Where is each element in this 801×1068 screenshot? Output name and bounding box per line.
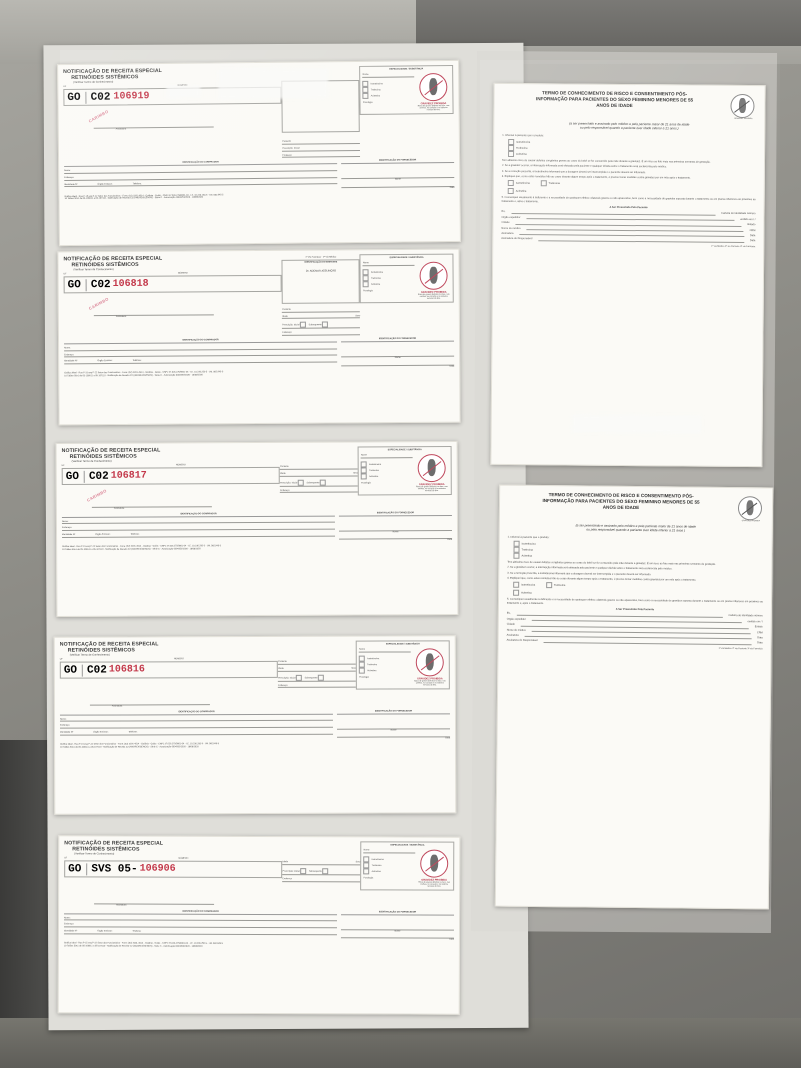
footer-line-2: 10 Talões 50x1 de 05-106611 a 05-107110 - Notificação de Receita C2 (ANOREXÍGENOS) - Série C - Autorização 0004353/2020 - 18/08/2020: [62, 548, 201, 551]
nome-label: Nome: [362, 73, 369, 76]
numero-label: NÚMERO: [177, 272, 188, 275]
form-subtitle: RETINÓIDES SISTÊMICOS: [71, 261, 139, 269]
idade-label: Idade: [280, 472, 286, 475]
pregnancy-hazard-icon: [730, 94, 754, 118]
field-label: Nome do médico: [506, 628, 526, 632]
consent-footer: 1ª via Médico 2ª via Paciente 3ª via Farmácia: [711, 245, 756, 248]
field-label: Data: [757, 636, 763, 640]
subsequente-label: Subsequente: [308, 870, 322, 873]
assinatura-label: Assinatura: [113, 507, 125, 510]
consent-italic-1: (a ser preenchido e assinado pelo médico e pela paciente maior de 21 anos de idade: [575, 523, 696, 529]
especialidade-title: ESPECIALIDADE / SUBSTÂNCIA: [387, 449, 422, 452]
field-label: Estado: [754, 625, 763, 629]
consent-paragraph: 5. Comuniquei usualmente à deficiente e a necessidade de quaisquer efeitos colaterais graves ou não aparecidos, bem como a necessidade de gravidez suposta durante o tratamento ou em prazos inferiores em próximos ao tratamento e, após o tratamento.: [501, 196, 756, 203]
checkbox-acitretina[interactable]: [361, 473, 367, 479]
footer-line-1: Gráfica Ideal - Rua P-15 esq P-22 Setor dos Funcionários - Fone: (62) 3291-4514 - Goiânia - Goiás - CNPJ 37.026.275/0001-04 - I.E. 10.236.250-5 - I.M. 082.945-5: [63, 942, 223, 945]
substance-label: Acitretina: [369, 475, 379, 478]
comprador-title: IDENTIFICAÇÃO DO COMPRADOR: [64, 910, 337, 915]
nome-label: Nome: [361, 454, 367, 457]
field-label: Telefone:: [132, 182, 142, 185]
consent-paragraph: 5. Comuniquei usualmente à deficiente e a necessidade de quaisquer efeitos colaterais graves ou não aparecidos, bem como a necessidade de gravidez suposta durante o tratamento ou em prazos inferiores em próximos ao tratamento e, após o tratamento.: [506, 598, 764, 605]
consent-title-line1: TERMO DE CONHECIMENTO DE RISCO E CONSENTIMENTO PÓS-: [542, 90, 688, 97]
endereco-label: Endereço: [280, 489, 290, 492]
uf-label: UF: [63, 273, 67, 276]
consent-subheading: A Ser Preenchido Pela Paciente: [609, 205, 648, 210]
carimbo-stamp: CARIMBO: [87, 296, 110, 312]
field-label: Data: [749, 239, 756, 243]
consent-title-line2: INFORMAÇÃO PARA PACIENTES DO SEXO FEMININO MENORES DE 55: [535, 96, 694, 103]
field-label: Cidade: [506, 622, 515, 626]
prescription-form[interactable]: [58, 835, 461, 1014]
comprador-title: IDENTIFICAÇÃO DO COMPRADOR: [60, 711, 333, 716]
assinatura-label: Assinatura: [111, 705, 123, 708]
field-label: Órgão Emissor:: [93, 731, 109, 734]
endereco-label: Endereço: [282, 154, 292, 157]
substance-label: Isotretinoína: [371, 858, 384, 861]
form-title: NOTIFICAÇÃO DE RECEITA ESPECIAL: [63, 68, 162, 76]
prescription-form[interactable]: [57, 60, 461, 246]
form-title: NOTIFICAÇÃO DE RECEITA ESPECIAL: [59, 641, 159, 648]
endereco-label: Endereço: [282, 877, 292, 880]
hazard-title: GRAVIDEZ PROIBIDA: [418, 482, 445, 486]
checkbox-acitretina-2[interactable]: [513, 590, 519, 596]
hazard-title: GRAVIDEZ PROIBIDA: [421, 878, 447, 882]
especialidade-title: ESPECIALIDADE / SUBSTÂNCIA: [390, 844, 425, 847]
field-label: Telefone:: [130, 533, 140, 536]
field-label: Nome: [394, 178, 401, 181]
form-series-value: C02: [84, 470, 109, 482]
field-label: Telefone:: [128, 731, 138, 734]
field-label: emitido em / /: [740, 217, 756, 221]
sexo-label: Sexo: [353, 472, 359, 475]
pregnancy-hazard-icon: [420, 849, 448, 877]
consent-item-1: 1. Informei à paciente que o produto:: [507, 535, 550, 539]
footer-line-1: Gráfica Ideal - Rua P-15 esq P-22 Setor dos Funcionários - Fone: (62) 3291-4514 - Goiânia - Goiás - CNPJ 37.026.275/0001-04 - I.E. 10.236.250-5 - I.M. 082.945-5: [64, 371, 224, 375]
form-uf-value: GO: [63, 664, 78, 677]
prescricao-label: Prescrição: Inicial: [282, 324, 300, 327]
consent-paragraph: Tem altíssimo risco de causar defeitos congênitos graves ao corpo do bebê se for consumido pela mãe durante a gravidez. É um risco ao feto mais nas primeiras semanas de gestação.: [501, 158, 711, 164]
form-uf-value: GO: [65, 470, 79, 483]
substance-label: Tretinoína: [370, 277, 381, 280]
uf-label: UF: [63, 86, 67, 89]
consent-title-line3: ANOS DE IDADE: [602, 504, 640, 510]
consent-italic-2: ou pelo responsável quando a paciente tiver idade inferior a 21 anos ): [579, 125, 679, 131]
substance-label: Tretinoína: [521, 548, 533, 552]
field-label: Data: [449, 186, 455, 189]
footer-line-2: 10 Talões 50x1 de 05-106611 a 05-107110 - Notificação de Receita C2 (ANOREXÍGENOS) - Série C - Autorização 0004353/2020 - 18/08/2020: [64, 374, 203, 378]
field-label: Assinatura: [506, 633, 519, 637]
idade-label: Idade: [282, 315, 288, 318]
sexo-label: Sexo: [355, 861, 361, 864]
nome-label: Nome: [362, 261, 369, 265]
substance-label: Isotretinoína: [516, 140, 531, 144]
endereco-label: Endereço: [282, 332, 292, 335]
checkbox-isotretinoina-2[interactable]: [508, 180, 514, 186]
fornecedor-title: IDENTIFICAÇÃO DO FORNECEDOR: [341, 338, 454, 343]
checkbox-inicial[interactable]: [300, 868, 306, 874]
field-label: emitido em / /: [747, 619, 763, 624]
field-label: Endereço:: [59, 725, 70, 728]
field-label: Estado: [747, 223, 756, 227]
field-label: Identidade Nº: [64, 360, 78, 363]
field-label: Nome:: [64, 916, 71, 919]
consent-italic-1: (a ser preenchido e assinado pelo médico e pela paciente maior de 21 anos de idade: [569, 121, 690, 127]
emitente-title: IDENTIFICAÇÃO DO EMITENTE: [304, 261, 338, 264]
fornecedor-title: IDENTIFICAÇÃO DO FORNECEDOR: [341, 911, 454, 915]
form-note: (Verificar Termo de Conhecimento): [74, 852, 115, 856]
consent-paragraph: Tem altíssimo risco de causar defeitos congênitos graves ao corpo do bebê se for consumido pela mãe durante a gravidez. É um risco ao feto mais nas primeiras semanas de gestação.: [507, 560, 716, 566]
consent-paragraph: 4. Expliquei que, como estes remédios hão ao corpo durante algum tempo após o tratamento, é preciso tomar medidas contra gravidez por um mês após o tratamento.: [501, 174, 691, 180]
consent-form[interactable]: TERMO DE CONHECIMENTO DE RISCO E CONSENTIMENTO PÓS- INFORMAÇÃO PARA PACIENTES DO SEXO FEMININO MENORES DE 55 ANOS DE IDADE GRAVIDEZ PROIBIDA (a ser preenchido e assinado pelo médico e pela paciente maior de 21 anos de idade ou pelo responsável quando a paciente tiver idade inferior a 21 anos ) 1. Informei à paciente que o produto: Isotretinoína Tretinoína Acitretina Tem altíssimo risco de causar defeitos congênitos graves ao corpo do bebê se for consumido pela mãe durante a gravidez. É um risco ao feto mais nas primeiras semanas de gestação. 2. Se a gravidez ocorrer, a interrupção informada será efetuada pela paciente e qualquer dúvida sobre o tratamento será esclarecida pelo médico. 3. Se a remoção prescrita, a isotretinoína informará que a dosagem deverá ser interrompida e o paciente deverá ser informado. 4. Expliquei que, como estes remédios hão ao corpo durante algum tempo após o tratamento, é preciso tomar medidas contra gravidez por um mês após o tratamento. Isotretinoína Tretinoína Acitretina 5. Comuniquei usualmente à deficiente e a necessidade de quaisquer efeitos colaterais graves ou não aparecidos, bem como a necessidade de gravidez suposta durante o tratamento ou em prazos inferiores em próximos ao tratamento e, após o tratamento. A Ser Preenchido Pela Paciente Eu, Carteira de identidade número Orgão expedidor emitido em / / Cidade Estado Nome do médico CRM Assinatura Data Assinatura do Responsável Data 1ª via Médico 2ª via Paciente 3ª via Farmácia: [495, 485, 773, 910]
substance-label: Isotretinoína: [370, 82, 383, 85]
pregnancy-hazard-icon: [419, 73, 447, 101]
field-label: Endereço:: [63, 923, 74, 926]
field-label: Endereço:: [64, 176, 75, 179]
checkbox-acitretina[interactable]: [513, 553, 519, 559]
paciente-label: Paciente: [280, 465, 289, 468]
field-label: Eu,: [501, 210, 506, 214]
hazard-title: GRAVIDEZ PROIBIDA: [420, 101, 447, 106]
form-series-value: SVS 05-: [86, 863, 137, 875]
pregnancy-hazard-icon: [419, 261, 447, 289]
checkbox-subsequente[interactable]: [318, 674, 324, 680]
field-label: Assinatura do Responsável: [501, 237, 533, 241]
checkbox-acitretina-2[interactable]: [508, 188, 514, 194]
field-label: Órgão Emissor:: [95, 533, 111, 536]
footer-line-2: 10 Talões 50x1 de 05-106611 a 05-107110 - Notificação de Receita C2 (ANOREXÍGENOS) - Série C - Autorização 0004353/2020 - 18/08/2020: [60, 746, 199, 749]
field-label: Endereço:: [61, 527, 72, 530]
substance-label: Tretinoína: [371, 864, 382, 867]
substance-label: Tretinoína: [516, 146, 528, 150]
field-label: Nome:: [59, 718, 67, 721]
field-label: Assinatura do Responsável: [506, 638, 538, 643]
substance-label: Isotretinoína: [521, 583, 536, 587]
form-title: NOTIFICAÇÃO DE RECEITA ESPECIAL: [63, 255, 163, 263]
carimbo-stamp: CARIMBO: [87, 108, 110, 124]
form-subtitle: RETINÓIDES SISTÊMICOS: [67, 647, 135, 654]
sexo-label: Sexo: [355, 314, 361, 317]
form-number-value: 106817: [110, 470, 147, 482]
consent-paragraph: 3. Se a remoção prescrita, a isotretinoína informará que a dosagem deverá ser interrompida e o paciente deverá ser informado.: [501, 169, 646, 174]
form-number-value: 106906: [139, 863, 176, 875]
checkbox-tretinoina-2[interactable]: [541, 181, 547, 187]
assinatura-label: Assinatura: [115, 316, 127, 319]
posologia-label: Posologia: [363, 876, 374, 879]
uf-label: UF: [64, 857, 68, 860]
numero-label: NÚMERO: [175, 464, 186, 467]
form-subtitle: RETINÓIDES SISTÊMICOS: [69, 453, 137, 460]
field-label: Nome: [394, 356, 401, 359]
subsequente-label: Subsequente: [306, 481, 320, 484]
field-label: Órgão Emissor:: [97, 930, 113, 933]
substance-label: Isotretinoína: [370, 271, 383, 274]
checkbox-inicial[interactable]: [298, 479, 304, 485]
substance-label: Tretinoína: [369, 469, 379, 472]
prescription-form[interactable]: [56, 441, 459, 617]
checkbox-acitretina[interactable]: [363, 92, 369, 98]
consent-paragraph: 4. Expliquei que, como estes remédios hão ao corpo durante algum tempo após o tratamento, é preciso tomar medidas contra gravidez por um mês após o tratamento.: [507, 576, 697, 582]
field-label: Órgão Emissor:: [97, 183, 113, 186]
footer-line-1: Gráfica Ideal - Rua P-15 esq P-22 Setor dos Funcionários - Fone: (62) 3291-4514 - Goiânia - Goiás - CNPJ 37.026.275/0001-04 - I.E. 10.236.250-5 - I.M. 082.945-5: [60, 743, 220, 746]
substance-label: Acitretina: [521, 591, 532, 595]
prescription-form[interactable]: [57, 249, 460, 426]
field-label: Identidade Nº: [62, 534, 76, 537]
field-label: Data: [445, 737, 451, 740]
posologia-label: Posologia: [362, 101, 373, 104]
prescription-form[interactable]: [54, 635, 457, 814]
nome-label: Nome: [363, 849, 370, 852]
especialidade-title: ESPECIALIDADE / SUBSTÂNCIA: [389, 256, 424, 260]
form-title: NOTIFICAÇÃO DE RECEITA ESPECIAL: [64, 840, 164, 847]
paper-smudge: [166, 86, 200, 98]
consent-italic-2: ou pelo responsável quando a paciente tiver idade inferior a 21 anos ): [586, 527, 686, 533]
form-number-value: 106816: [108, 664, 145, 676]
field-label: Cidade: [501, 221, 510, 225]
substance-label: Tretinoína: [548, 182, 560, 186]
field-label: CRM: [756, 630, 763, 634]
substance-label: Isotretinoína: [521, 542, 536, 546]
field-label: Telefone:: [132, 930, 142, 933]
uf-label: UF: [61, 465, 65, 468]
substance-label: Acitretina: [521, 554, 533, 558]
comprador-title: IDENTIFICAÇÃO DO COMPRADOR: [62, 512, 335, 517]
consent-paragraph: 2. Se a gravidez ocorrer, a interrupção informada será efetuada pela paciente e qualquer dúvida sobre o tratamento será esclarecida pelo médico.: [501, 164, 667, 169]
substance-label: Tretinoína: [367, 663, 377, 666]
numero-label: NÚMERO: [178, 858, 189, 861]
form-subtitle: RETINÓIDES SISTÊMICOS: [72, 846, 140, 853]
hazard-title: GRAVIDEZ PROIBIDA: [420, 290, 447, 294]
fornecedor-title: IDENTIFICAÇÃO DO FORNECEDOR: [337, 710, 450, 714]
pregnancy-hazard-icon: [416, 648, 444, 676]
especialidade-title: ESPECIALIDADE / SUBSTÂNCIA: [385, 643, 420, 646]
uf-label: UF: [59, 659, 63, 662]
form-note: (Verificar Termo de Conhecimento): [73, 268, 114, 272]
carimbo-stamp: CARIMBO: [85, 488, 108, 503]
checkbox-subsequente[interactable]: [320, 479, 326, 485]
form-number-value: 106818: [112, 278, 149, 291]
field-label: Carteira de identidade número: [728, 614, 763, 618]
form-note: (Verificar Termo de Conhecimento): [71, 459, 112, 463]
hazard-text: Risco de graves defeitos na face, nas orelhas, no coração e no sistema nervoso do feto.: [417, 104, 450, 112]
substance-label: Tretinoína: [553, 584, 566, 588]
consent-paragraph: 2. Se a gravidez ocorrer, a interrupção informada será efetuada pela paciente e qualquer dúvida sobre o tratamento será esclarecida pelo médico.: [507, 565, 673, 571]
paper-smudge: [572, 415, 702, 434]
idade-label: Idade: [282, 861, 289, 864]
paper-smudge: [218, 68, 328, 99]
endereco-label: Endereço: [278, 684, 288, 687]
checkbox-inicial[interactable]: [300, 322, 306, 328]
substance-label: Acitretina: [371, 870, 381, 873]
footer-line-2: 10 Talões 50x1 de 05-106611 a 05-107110 - Notificação de Receita C2 (ANOREXÍGENOS) - Série C - Autorização 0004353/2020 - 18/08/2020: [63, 945, 203, 948]
field-label: Identidade Nº: [64, 183, 78, 186]
prescricao-label: Prescrição: Inicial: [280, 481, 298, 484]
consent-footer: 1ª via Médico 2ª via Paciente 3ª via Farmácia: [718, 647, 763, 650]
field-label: Nome: [394, 930, 401, 933]
subsequente-label: Subsequente: [304, 676, 318, 679]
form-title: NOTIFICAÇÃO DE RECEITA ESPECIAL: [61, 447, 161, 455]
field-label: Data: [447, 539, 453, 542]
checkbox-inicial[interactable]: [296, 674, 302, 680]
field-label: Eu,: [506, 612, 511, 616]
pregnancy-hazard-icon: [418, 454, 446, 482]
wall-shadow: [416, 0, 801, 46]
comprador-title: IDENTIFICAÇÃO DO COMPRADOR: [64, 338, 337, 344]
prescricao-label: Prescrição: Inicial: [282, 870, 300, 873]
subsequente-label: Subsequente: [308, 324, 322, 327]
sexo-label: Sexo: [351, 667, 357, 670]
field-label: Data: [757, 641, 763, 645]
checkbox-subsequente[interactable]: [322, 868, 328, 874]
numero-label: NÚMERO: [174, 658, 184, 661]
emitente-header: 1ª Via Farmácia - 2ª Via Médico: [305, 256, 337, 259]
field-label: Identidade Nº: [63, 930, 78, 933]
hazard-text: Risco de graves defeitos na face, nas orelhas, no coração e no sistema nervoso do feto.: [415, 485, 448, 493]
field-label: Nome:: [64, 347, 71, 350]
form-series-value: C02: [82, 664, 107, 676]
checkbox-tretinoina-2[interactable]: [546, 582, 552, 588]
substance-label: Acitretina: [516, 152, 527, 156]
form-uf-value: GO: [67, 91, 81, 104]
fornecedor-title: IDENTIFICAÇÃO DO FORNECEDOR: [341, 159, 454, 164]
emitente-name: Dr. ADEMAR ASSUNÇÃO: [305, 268, 337, 273]
field-label: Orgão expedidor: [501, 215, 521, 219]
field-label: CRM: [749, 228, 756, 232]
form-subtitle: RETINÓIDES SISTÊMICOS: [71, 74, 139, 81]
field-label: Telefone:: [132, 360, 142, 363]
checkbox-acitretina[interactable]: [359, 667, 365, 673]
field-label: Nome:: [64, 169, 71, 173]
paciente-label: Paciente: [282, 308, 291, 311]
prescricao-label: Prescrição: Inicial: [278, 676, 296, 679]
substance-label: Isotretinoína: [515, 182, 530, 186]
footer-line-1: Gráfica Ideal - Rua P-15 esq P-22 Setor dos Funcionários - Fone: (62) 3291-4514 - Goiânia - Goiás - CNPJ 37.026.275/0001-04 - I.E. 10.236.250-5 - I.M. 082.945-5: [62, 545, 222, 549]
field-label: Nome do médico: [501, 226, 521, 230]
checkbox-acitretina[interactable]: [363, 281, 369, 287]
form-uf-value: GO: [67, 278, 81, 291]
checkbox-acitretina[interactable]: [364, 868, 370, 874]
field-label: Data: [449, 939, 454, 942]
form-number-value: 106919: [113, 91, 150, 103]
substance-label: Isotretinoína: [367, 657, 380, 660]
assinatura-label: Assinatura: [116, 904, 127, 907]
fornecedor-title: IDENTIFICAÇÃO DO FORNECEDOR: [339, 512, 452, 516]
hazard-text: Risco de graves defeitos na face, nas orelhas, no coração e no sistema nervoso do feto.: [418, 881, 450, 888]
field-label: Identidade Nº: [60, 731, 74, 734]
consent-title-line1: TERMO DE CONHECIMENTO DE RISCO E CONSENTIMENTO PÓS-: [548, 492, 694, 499]
substance-label: Tretinoína: [370, 88, 381, 91]
field-label: Carteira de identidade número: [721, 212, 756, 216]
field-label: Data: [449, 365, 455, 368]
form-series-value: C02: [86, 91, 111, 103]
field-label: Orgão expedidor: [506, 617, 526, 621]
checkbox-subsequente[interactable]: [322, 322, 328, 328]
field-label: Endereço:: [64, 353, 75, 356]
comprador-title: IDENTIFICAÇÃO DO COMPRADOR: [64, 160, 337, 167]
field-label: Assinatura: [501, 231, 514, 235]
field-label: Nome: [390, 729, 397, 732]
consent-title-line3: ANOS DE IDADE: [596, 102, 633, 108]
idade-label: Idade: [278, 667, 284, 670]
substance-label: Acitretina: [515, 190, 527, 194]
substance-label: Acitretina: [371, 283, 381, 286]
especialidade-title: ESPECIALIDADE / SUBSTÂNCIA: [389, 68, 424, 71]
checkbox-isotretinoina-2[interactable]: [513, 582, 519, 588]
substance-label: Acitretina: [370, 94, 380, 97]
form-series-value: C02: [86, 279, 111, 291]
footer-line-1: Gráfica Ideal - Rua P-15 esq P-22 Setor dos Funcionários - Fone: (62) 3291-4514 - Goiânia - Goiás - CNPJ 37.026.275/0001-04 - I.E. 10.236.250-5 - I.M. 082.945-5: [64, 193, 224, 198]
pregnancy-hazard-icon: [738, 496, 762, 520]
form-note: (Verificar Termo de Conhecimento): [69, 653, 110, 657]
form-note: (Verificar Termo de Conhecimento): [73, 80, 114, 84]
nome-label: Nome: [359, 648, 365, 651]
field-label: Data: [749, 233, 756, 237]
hazard-title: GRAVIDEZ PROIBIDA: [416, 677, 443, 681]
consent-form[interactable]: TERMO DE CONHECIMENTO DE RISCO E CONSENTIMENTO PÓS- INFORMAÇÃO PARA PACIENTES DO SEXO FEMININO MENORES DE 55 ANOS DE IDADE GRAVIDEZ PROIBIDA (a ser preenchido e assinado pelo médico e pela paciente maior de 21 anos de idade ou pelo responsável quando a paciente tiver idade inferior a 21 anos ) 1. Informei à paciente que o produto: Isotretinoína Tretinoína Acitretina Tem altíssimo risco de causar defeitos congênitos graves ao corpo do bebê se for consumido pela mãe durante a gravidez. É um risco ao feto mais nas primeiras semanas de gestação. 2. Se a gravidez ocorrer, a interrupção informada será efetuada pela paciente e qualquer dúvida sobre o tratamento será esclarecida pelo médico. 3. Se a remoção prescrita, a isotretinoína informará que a dosagem deverá ser interrompida e o paciente deverá ser informado. 4. Expliquei que, como estes remédios hão ao corpo durante algum tempo após o tratamento, é preciso tomar medidas contra gravidez por um mês após o tratamento. Isotretinoína Tretinoína Acitretina 5. Comuniquei usualmente à deficiente e a necessidade de quaisquer efeitos colaterais graves ou não aparecidos, bem como a necessidade de gravidez suposta durante o tratamento ou em prazos inferiores em próximos ao tratamento e, após o tratamento. A Ser Preenchido Pela Paciente Eu, Carteira de identidade número Orgão expedidor emitido em / / Cidade Estado Nome do médico CRM Assinatura Data Assinatura do Responsável Data 1ª via Médico 2ª via Paciente 3ª via Farmácia: [490, 83, 765, 467]
consent-title-line2: INFORMAÇÃO PARA PACIENTES DO SEXO FEMININO MENORES DE 55: [542, 497, 700, 505]
substance-label: Isotretinoína: [369, 463, 382, 466]
posologia-label: Posologia: [361, 481, 371, 484]
posologia-label: Posologia: [359, 676, 369, 679]
paciente-label: Paciente: [282, 140, 291, 143]
field-label: Órgão Emissor:: [97, 360, 113, 363]
substance-label: Acitretina: [367, 669, 377, 672]
footer-line-2: 10 Talões 50x1 de 05-106611 a 05-107110 - Notificação de Receita C2 (ANOREXÍGENOS) - Série C - Autorização 0004353/2020 - 18/08/2020: [64, 196, 203, 201]
consent-paragraph: 3. Se a remoção prescrita, a isotretinoína informará que a dosagem deverá ser interrompida e o paciente deverá ser informado.: [507, 571, 652, 576]
field-label: Nome: [392, 530, 399, 533]
form-uf-value: GO: [68, 862, 82, 875]
field-label: Nome:: [61, 520, 69, 523]
assinatura-label: Assinatura: [115, 128, 127, 131]
posologia-label: Posologia: [363, 289, 373, 292]
consent-item-1: 1. Informei à paciente que o produto:: [502, 133, 544, 137]
consent-subheading: A Ser Preenchido Pela Paciente: [615, 607, 655, 612]
checkbox-acitretina[interactable]: [508, 151, 514, 157]
hazard-text: Risco de graves defeitos na face, nas orelhas, no coração e no sistema nervoso do feto.: [414, 680, 446, 687]
paciente-label: Paciente: [278, 660, 287, 663]
prescricao-label: Prescrição: Inicial: [282, 147, 300, 150]
hazard-text: Risco de graves defeitos na face, nas orelhas, no coração e no sistema nervoso do feto.: [417, 293, 450, 300]
